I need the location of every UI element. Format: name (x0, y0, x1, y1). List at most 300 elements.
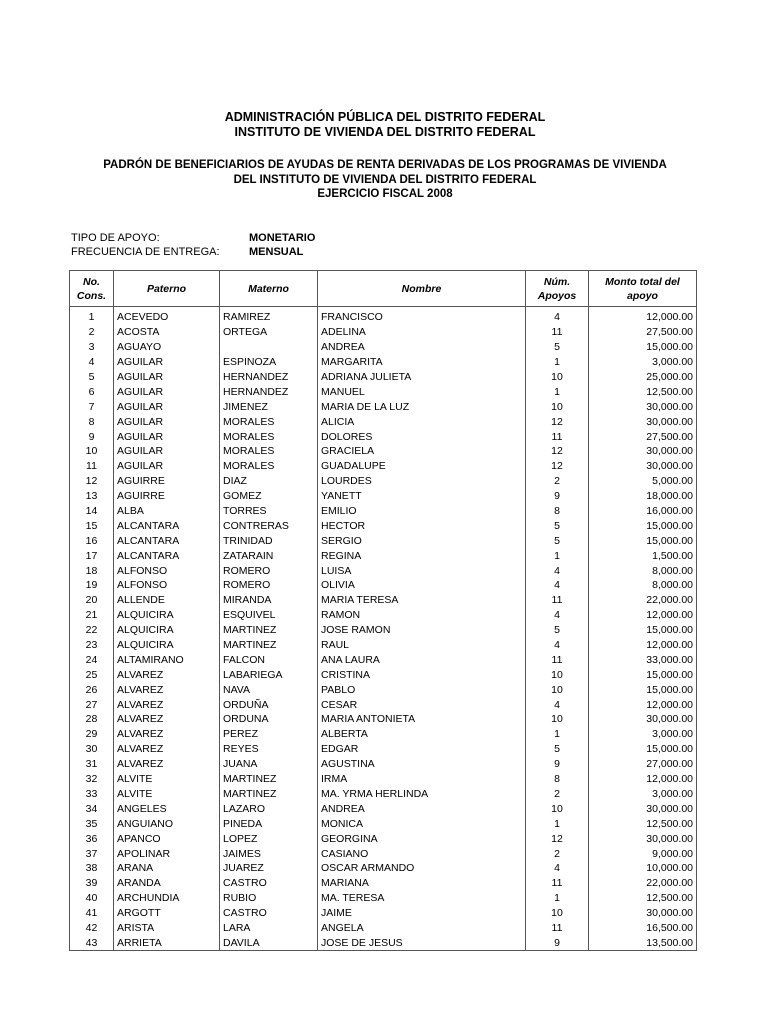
cell-monto: 30,000.00 (589, 414, 697, 429)
cell-paterno: ALVAREZ (114, 697, 220, 712)
table-row (70, 548, 697, 563)
cell-num-apoyos: 9 (526, 935, 589, 950)
cell-no-cons: 18 (70, 563, 114, 578)
cell-no-cons: 37 (70, 846, 114, 861)
header-no-line-1: No. (83, 275, 100, 288)
cell-materno: JIMENEZ (220, 399, 318, 414)
cell-monto: 27,500.00 (589, 325, 697, 340)
cell-materno: LABARIEGA (220, 667, 318, 682)
cell-materno: ORDUNA (220, 712, 318, 727)
cell-nombre: SERGIO (318, 533, 526, 548)
table-row (70, 429, 697, 444)
cell-materno: PEREZ (220, 727, 318, 742)
cell-num-apoyos: 2 (526, 474, 589, 489)
cell-materno: MORALES (220, 444, 318, 459)
cell-materno: TRINIDAD (220, 533, 318, 548)
cell-no-cons: 9 (70, 429, 114, 444)
cell-monto: 12,500.00 (589, 384, 697, 399)
cell-paterno: ALQUICIRA (114, 608, 220, 623)
cell-paterno: ALVITE (114, 787, 220, 802)
cell-no-cons: 27 (70, 697, 114, 712)
cell-no-cons: 35 (70, 816, 114, 831)
table-row (70, 593, 697, 608)
cell-materno: ROMERO (220, 578, 318, 593)
cell-nombre: PABLO (318, 682, 526, 697)
cell-materno: REYES (220, 742, 318, 757)
table-row (70, 727, 697, 742)
cell-materno: GOMEZ (220, 489, 318, 504)
cell-monto: 30,000.00 (589, 712, 697, 727)
cell-nombre: ANDREA (318, 340, 526, 355)
cell-num-apoyos: 5 (526, 340, 589, 355)
cell-num-apoyos: 10 (526, 712, 589, 727)
cell-paterno: ALVAREZ (114, 682, 220, 697)
cell-materno: JUANA (220, 757, 318, 772)
cell-materno (220, 340, 318, 355)
table-row (70, 816, 697, 831)
cell-nombre: CESAR (318, 697, 526, 712)
cell-materno: NAVA (220, 682, 318, 697)
cell-monto: 33,000.00 (589, 652, 697, 667)
table-row (70, 876, 697, 891)
cell-paterno: ALQUICIRA (114, 623, 220, 638)
table-header-row (70, 271, 697, 307)
cell-no-cons: 26 (70, 682, 114, 697)
cell-materno: JUAREZ (220, 861, 318, 876)
cell-monto: 27,500.00 (589, 429, 697, 444)
cell-num-apoyos: 10 (526, 399, 589, 414)
subtitle-line-2: DEL INSTITUTO DE VIVIENDA DEL DISTRITO FEDERAL (233, 173, 537, 186)
cell-nombre: AGUSTINA (318, 757, 526, 772)
cell-paterno: AGUILAR (114, 384, 220, 399)
header-materno: Materno (220, 271, 318, 307)
cell-num-apoyos: 1 (526, 727, 589, 742)
cell-paterno: AGUILAR (114, 459, 220, 474)
table-row (70, 444, 697, 459)
cell-nombre: MARGARITA (318, 355, 526, 370)
cell-paterno: ALVAREZ (114, 757, 220, 772)
cell-materno: ROMERO (220, 563, 318, 578)
cell-paterno: AGUILAR (114, 399, 220, 414)
cell-materno: RUBIO (220, 891, 318, 906)
cell-monto: 3,000.00 (589, 727, 697, 742)
cell-nombre: MARIA DE LA LUZ (318, 399, 526, 414)
cell-materno: MARTINEZ (220, 772, 318, 787)
table-row (70, 757, 697, 772)
cell-paterno: ANGUIANO (114, 816, 220, 831)
cell-num-apoyos: 12 (526, 831, 589, 846)
cell-no-cons: 25 (70, 667, 114, 682)
cell-paterno: ALQUICIRA (114, 638, 220, 653)
table-row (70, 608, 697, 623)
cell-num-apoyos: 4 (526, 861, 589, 876)
cell-monto: 30,000.00 (589, 906, 697, 921)
cell-nombre: DOLORES (318, 429, 526, 444)
cell-no-cons: 3 (70, 340, 114, 355)
cell-no-cons: 17 (70, 548, 114, 563)
cell-nombre: CASIANO (318, 846, 526, 861)
cell-nombre: LOURDES (318, 474, 526, 489)
table-body (70, 307, 697, 951)
cell-paterno: ARGOTT (114, 906, 220, 921)
cell-no-cons: 41 (70, 906, 114, 921)
table-row (70, 921, 697, 936)
cell-paterno: APOLINAR (114, 846, 220, 861)
cell-paterno: AGUIRRE (114, 489, 220, 504)
table-row (70, 370, 697, 385)
table-row (70, 307, 697, 325)
cell-num-apoyos: 11 (526, 325, 589, 340)
cell-monto: 5,000.00 (589, 474, 697, 489)
cell-paterno: AGUILAR (114, 355, 220, 370)
cell-materno: ORTEGA (220, 325, 318, 340)
cell-no-cons: 21 (70, 608, 114, 623)
table-row (70, 459, 697, 474)
cell-num-apoyos: 8 (526, 772, 589, 787)
cell-num-apoyos: 1 (526, 816, 589, 831)
delivery-frequency-value: MENSUAL (249, 246, 304, 258)
table-row (70, 414, 697, 429)
cell-materno: ESQUIVEL (220, 608, 318, 623)
cell-monto: 16,000.00 (589, 504, 697, 519)
cell-monto: 27,000.00 (589, 757, 697, 772)
cell-no-cons: 30 (70, 742, 114, 757)
cell-nombre: EDGAR (318, 742, 526, 757)
cell-no-cons: 22 (70, 623, 114, 638)
cell-monto: 16,500.00 (589, 921, 697, 936)
cell-monto: 12,500.00 (589, 891, 697, 906)
cell-no-cons: 8 (70, 414, 114, 429)
cell-materno: MIRANDA (220, 593, 318, 608)
cell-nombre: IRMA (318, 772, 526, 787)
table-row (70, 831, 697, 846)
cell-nombre: MANUEL (318, 384, 526, 399)
header-monto-line-1: Monto total del (605, 275, 680, 288)
cell-monto: 30,000.00 (589, 831, 697, 846)
cell-monto: 15,000.00 (589, 533, 697, 548)
table-row (70, 712, 697, 727)
cell-paterno: ALVITE (114, 772, 220, 787)
cell-num-apoyos: 5 (526, 742, 589, 757)
cell-materno: RAMIREZ (220, 307, 318, 325)
cell-paterno: ALLENDE (114, 593, 220, 608)
cell-materno: CONTRERAS (220, 518, 318, 533)
cell-materno: CASTRO (220, 876, 318, 891)
table-row (70, 846, 697, 861)
cell-nombre: HECTOR (318, 518, 526, 533)
cell-nombre: MA. TERESA (318, 891, 526, 906)
cell-nombre: RAMON (318, 608, 526, 623)
table-row (70, 667, 697, 682)
table-row (70, 563, 697, 578)
table-row (70, 906, 697, 921)
cell-num-apoyos: 4 (526, 638, 589, 653)
cell-num-apoyos: 10 (526, 370, 589, 385)
cell-paterno: ARANA (114, 861, 220, 876)
cell-materno: TORRES (220, 504, 318, 519)
cell-paterno: ALCANTARA (114, 548, 220, 563)
cell-nombre: ADELINA (318, 325, 526, 340)
table-row (70, 697, 697, 712)
cell-no-cons: 24 (70, 652, 114, 667)
cell-num-apoyos: 10 (526, 682, 589, 697)
cell-paterno: ALVAREZ (114, 667, 220, 682)
cell-no-cons: 11 (70, 459, 114, 474)
header-line-1: ADMINISTRACIÓN PÚBLICA DEL DISTRITO FEDERAL (224, 110, 546, 124)
cell-num-apoyos: 8 (526, 504, 589, 519)
cell-monto: 22,000.00 (589, 876, 697, 891)
table-row (70, 504, 697, 519)
cell-nombre: LUISA (318, 563, 526, 578)
cell-monto: 12,000.00 (589, 697, 697, 712)
cell-nombre: ALICIA (318, 414, 526, 429)
cell-monto: 30,000.00 (589, 459, 697, 474)
table-row (70, 489, 697, 504)
cell-nombre: GRACIELA (318, 444, 526, 459)
cell-num-apoyos: 1 (526, 384, 589, 399)
cell-no-cons: 14 (70, 504, 114, 519)
table-row (70, 891, 697, 906)
cell-num-apoyos: 5 (526, 623, 589, 638)
table-row (70, 772, 697, 787)
cell-num-apoyos: 1 (526, 891, 589, 906)
cell-nombre: OSCAR ARMANDO (318, 861, 526, 876)
cell-nombre: MARIA TERESA (318, 593, 526, 608)
cell-nombre: FRANCISCO (318, 307, 526, 325)
cell-materno: MORALES (220, 429, 318, 444)
cell-paterno: AGUILAR (114, 414, 220, 429)
cell-paterno: ARANDA (114, 876, 220, 891)
cell-monto: 25,000.00 (589, 370, 697, 385)
cell-num-apoyos: 5 (526, 533, 589, 548)
cell-paterno: ALBA (114, 504, 220, 519)
cell-materno: MARTINEZ (220, 623, 318, 638)
header-monto-line-2: apoyo (627, 289, 658, 302)
cell-num-apoyos: 11 (526, 652, 589, 667)
cell-nombre: ANDREA (318, 801, 526, 816)
cell-paterno: APANCO (114, 831, 220, 846)
cell-paterno: AGUILAR (114, 370, 220, 385)
cell-paterno: ACEVEDO (114, 307, 220, 325)
cell-no-cons: 36 (70, 831, 114, 846)
header-apoyos-line-1: Núm. (543, 275, 571, 288)
cell-paterno: ACOSTA (114, 325, 220, 340)
support-type-label: TIPO DE APOYO: (71, 232, 160, 244)
cell-materno: ORDUÑA (220, 697, 318, 712)
table-row (70, 474, 697, 489)
table-row (70, 578, 697, 593)
cell-num-apoyos: 2 (526, 787, 589, 802)
cell-nombre: REGINA (318, 548, 526, 563)
table-row (70, 861, 697, 876)
cell-paterno: ARISTA (114, 921, 220, 936)
cell-monto: 8,000.00 (589, 563, 697, 578)
cell-monto: 30,000.00 (589, 399, 697, 414)
cell-nombre: GUADALUPE (318, 459, 526, 474)
cell-num-apoyos: 4 (526, 697, 589, 712)
header-monto-total (589, 271, 697, 307)
cell-monto: 12,000.00 (589, 307, 697, 325)
cell-nombre: EMILIO (318, 504, 526, 519)
subtitle-line-3: EJERCICIO FISCAL 2008 (317, 188, 453, 200)
cell-paterno: ALVAREZ (114, 712, 220, 727)
cell-no-cons: 4 (70, 355, 114, 370)
cell-monto: 12,000.00 (589, 638, 697, 653)
cell-no-cons: 32 (70, 772, 114, 787)
header-apoyos-line-2: Apoyos (537, 289, 577, 302)
cell-monto: 15,000.00 (589, 518, 697, 533)
cell-monto: 12,500.00 (589, 816, 697, 831)
cell-no-cons: 13 (70, 489, 114, 504)
cell-monto: 12,000.00 (589, 772, 697, 787)
cell-no-cons: 23 (70, 638, 114, 653)
cell-no-cons: 2 (70, 325, 114, 340)
cell-materno: FALCON (220, 652, 318, 667)
cell-materno: LOPEZ (220, 831, 318, 846)
table-row (70, 801, 697, 816)
cell-num-apoyos: 12 (526, 459, 589, 474)
cell-nombre: OLIVIA (318, 578, 526, 593)
cell-materno: MARTINEZ (220, 638, 318, 653)
header-no-line-2: Cons. (76, 289, 107, 302)
cell-nombre: GEORGINA (318, 831, 526, 846)
cell-num-apoyos: 9 (526, 757, 589, 772)
cell-no-cons: 42 (70, 921, 114, 936)
cell-num-apoyos: 1 (526, 355, 589, 370)
cell-paterno: AGUILAR (114, 429, 220, 444)
cell-materno: HERNANDEZ (220, 384, 318, 399)
cell-num-apoyos: 5 (526, 518, 589, 533)
cell-monto: 1,500.00 (589, 548, 697, 563)
cell-num-apoyos: 12 (526, 444, 589, 459)
cell-num-apoyos: 4 (526, 578, 589, 593)
table-row (70, 638, 697, 653)
cell-num-apoyos: 1 (526, 548, 589, 563)
cell-no-cons: 6 (70, 384, 114, 399)
cell-paterno: AGUIRRE (114, 474, 220, 489)
cell-num-apoyos: 9 (526, 489, 589, 504)
cell-no-cons: 33 (70, 787, 114, 802)
header-paterno: Paterno (114, 271, 220, 307)
cell-materno: HERNANDEZ (220, 370, 318, 385)
table-row (70, 325, 697, 340)
cell-materno: JAIMES (220, 846, 318, 861)
cell-monto: 30,000.00 (589, 801, 697, 816)
cell-no-cons: 39 (70, 876, 114, 891)
cell-materno: DAVILA (220, 935, 318, 950)
cell-monto: 13,500.00 (589, 935, 697, 950)
cell-materno: LARA (220, 921, 318, 936)
cell-paterno: AGUILAR (114, 444, 220, 459)
cell-nombre: ANGELA (318, 921, 526, 936)
cell-monto: 15,000.00 (589, 340, 697, 355)
table-row (70, 355, 697, 370)
cell-num-apoyos: 12 (526, 414, 589, 429)
cell-nombre: JOSE RAMON (318, 623, 526, 638)
cell-materno: MORALES (220, 414, 318, 429)
cell-monto: 15,000.00 (589, 623, 697, 638)
table-row (70, 399, 697, 414)
cell-num-apoyos: 10 (526, 667, 589, 682)
header-no-cons (70, 271, 114, 307)
cell-monto: 9,000.00 (589, 846, 697, 861)
cell-no-cons: 31 (70, 757, 114, 772)
table-row (70, 787, 697, 802)
cell-monto: 8,000.00 (589, 578, 697, 593)
support-type-row (71, 231, 315, 245)
header-nombre: Nombre (318, 271, 526, 307)
cell-nombre: ALBERTA (318, 727, 526, 742)
cell-num-apoyos: 4 (526, 608, 589, 623)
cell-paterno: ALCANTARA (114, 518, 220, 533)
cell-materno: DIAZ (220, 474, 318, 489)
cell-monto: 22,000.00 (589, 593, 697, 608)
cell-paterno: ALTAMIRANO (114, 652, 220, 667)
cell-num-apoyos: 11 (526, 876, 589, 891)
cell-monto: 15,000.00 (589, 742, 697, 757)
cell-monto: 10,000.00 (589, 861, 697, 876)
cell-materno: LAZARO (220, 801, 318, 816)
cell-no-cons: 20 (70, 593, 114, 608)
cell-nombre: JOSE DE JESUS (318, 935, 526, 950)
table-row (70, 518, 697, 533)
cell-no-cons: 28 (70, 712, 114, 727)
table-row (70, 742, 697, 757)
cell-nombre: ANA LAURA (318, 652, 526, 667)
cell-num-apoyos: 11 (526, 429, 589, 444)
cell-num-apoyos: 11 (526, 593, 589, 608)
table-row (70, 533, 697, 548)
cell-monto: 3,000.00 (589, 355, 697, 370)
cell-no-cons: 34 (70, 801, 114, 816)
support-type-value: MONETARIO (249, 232, 316, 244)
cell-no-cons: 10 (70, 444, 114, 459)
cell-monto: 12,000.00 (589, 608, 697, 623)
cell-paterno: ANGELES (114, 801, 220, 816)
cell-materno: ZATARAIN (220, 548, 318, 563)
delivery-frequency-label: FRECUENCIA DE ENTREGA: (71, 246, 220, 258)
cell-monto: 15,000.00 (589, 682, 697, 697)
beneficiaries-table (69, 270, 697, 951)
cell-num-apoyos: 11 (526, 921, 589, 936)
cell-no-cons: 7 (70, 399, 114, 414)
cell-no-cons: 15 (70, 518, 114, 533)
cell-paterno: ALFONSO (114, 578, 220, 593)
cell-paterno: ARCHUNDIA (114, 891, 220, 906)
document-subtitle (0, 158, 770, 202)
subtitle-line-1: PADRÓN DE BENEFICIARIOS DE AYUDAS DE RENTA DERIVADAS DE LOS PROGRAMAS DE VIVIENDA (103, 159, 667, 171)
cell-nombre: MARIA ANTONIETA (318, 712, 526, 727)
cell-materno: MORALES (220, 459, 318, 474)
cell-paterno: ALFONSO (114, 563, 220, 578)
cell-num-apoyos: 10 (526, 801, 589, 816)
cell-nombre: RAUL (318, 638, 526, 653)
table-row (70, 652, 697, 667)
cell-num-apoyos: 2 (526, 846, 589, 861)
cell-no-cons: 19 (70, 578, 114, 593)
cell-no-cons: 40 (70, 891, 114, 906)
cell-monto: 3,000.00 (589, 787, 697, 802)
cell-nombre: YANETT (318, 489, 526, 504)
cell-no-cons: 16 (70, 533, 114, 548)
table-row (70, 340, 697, 355)
cell-monto: 15,000.00 (589, 667, 697, 682)
cell-no-cons: 12 (70, 474, 114, 489)
table-row (70, 682, 697, 697)
cell-paterno: ALVAREZ (114, 742, 220, 757)
cell-no-cons: 38 (70, 861, 114, 876)
cell-nombre: ADRIANA JULIETA (318, 370, 526, 385)
